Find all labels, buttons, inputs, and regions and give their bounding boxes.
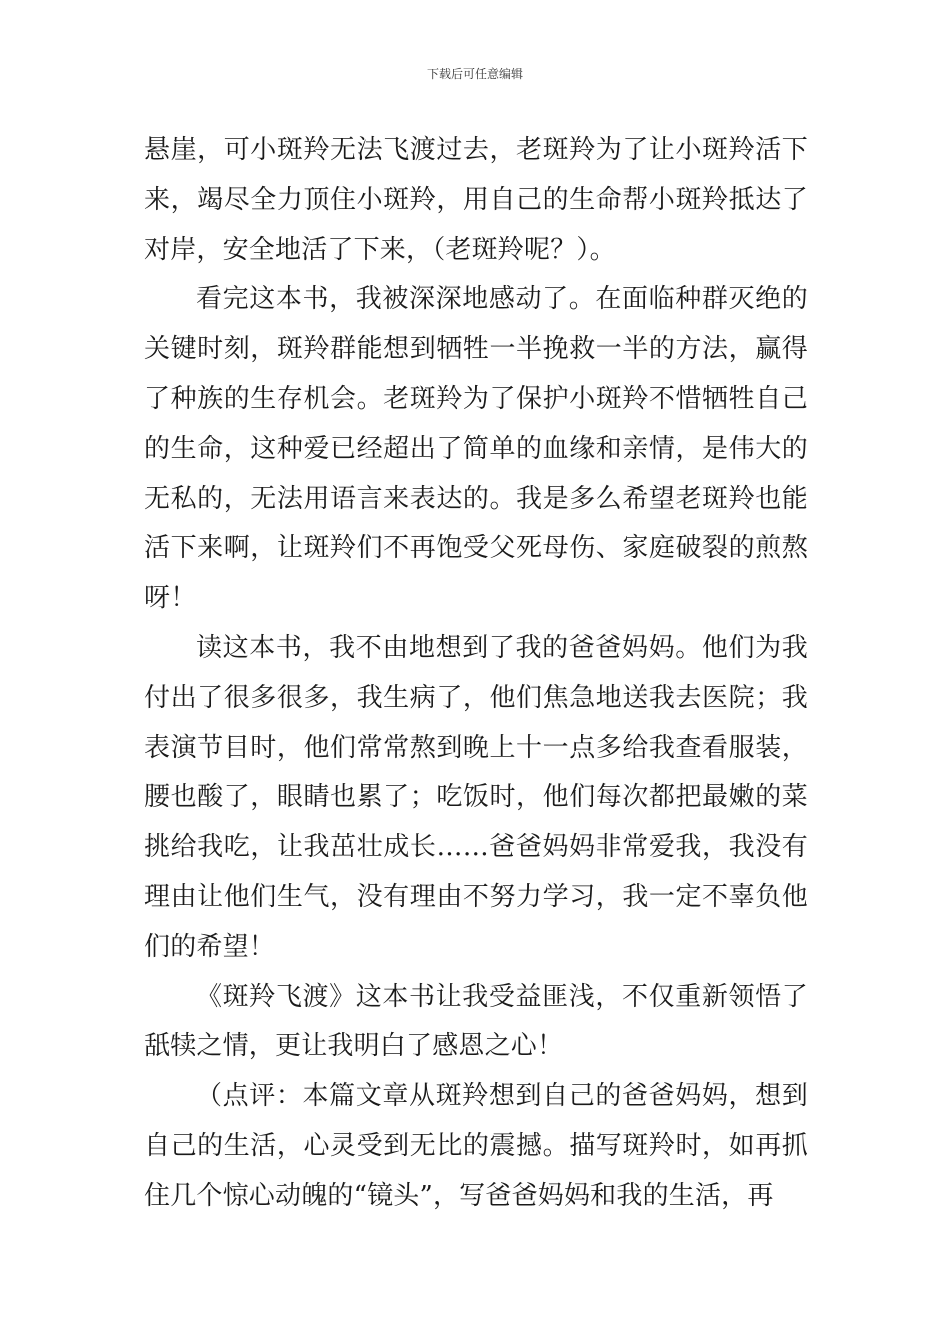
- paragraph-2: 看完这本书，我被深深地感动了。在面临种群灭绝的关键时刻，斑羚群能想到牺牲一半挽救一半的方法，赢得了种族的生存机会。老斑羚为了保护小斑羚不惜牺牲自己的生命，这种爱已经超出了简单的血缘和亲情，是伟大的无私的，无法用语言来表达的。我是多么希望老斑羚也能活下来啊，让斑羚们不再饱受父死母伤、家庭破裂的煎熬呀！: [144, 284, 808, 614]
- paragraph-4: 《斑羚飞渡》这本书让我受益匪浅，不仅重新领悟了舐犊之情，更让我明白了感恩之心！: [144, 981, 808, 1062]
- paragraph-5: （点评：本篇文章从斑羚想到自己的爸爸妈妈，想到自己的生活，心灵受到无比的震撼。描写斑羚时，如再抓住几个惊心动魄的“镜头”，写爸爸妈妈和我的生活，再: [144, 1081, 808, 1211]
- document-body: [144, 126, 808, 1222]
- paragraph-1: 悬崖，可小斑羚无法飞渡过去，老斑羚为了让小斑羚活下来，竭尽全力顶住小斑羚，用自己的生命帮小斑羚抵达了对岸，安全地活了下来，（老斑羚呢？）。: [144, 135, 808, 265]
- page-header: 下载后可任意编辑: [426, 67, 523, 81]
- paragraph-3: 读这本书，我不由地想到了我的爸爸妈妈。他们为我付出了很多很多，我生病了，他们焦急地送我去医院；我表演节目时，他们常常熬到晚上十一点多给我查看服装，腰也酸了，眼睛也累了；吃饭时，他们每次都把最嫩的菜挑给我吃，让我茁壮成长……爸爸妈妈非常爱我，我没有理由让他们生气，没有理由不努力学习，我一定不辜负他们的希望！: [144, 632, 808, 962]
